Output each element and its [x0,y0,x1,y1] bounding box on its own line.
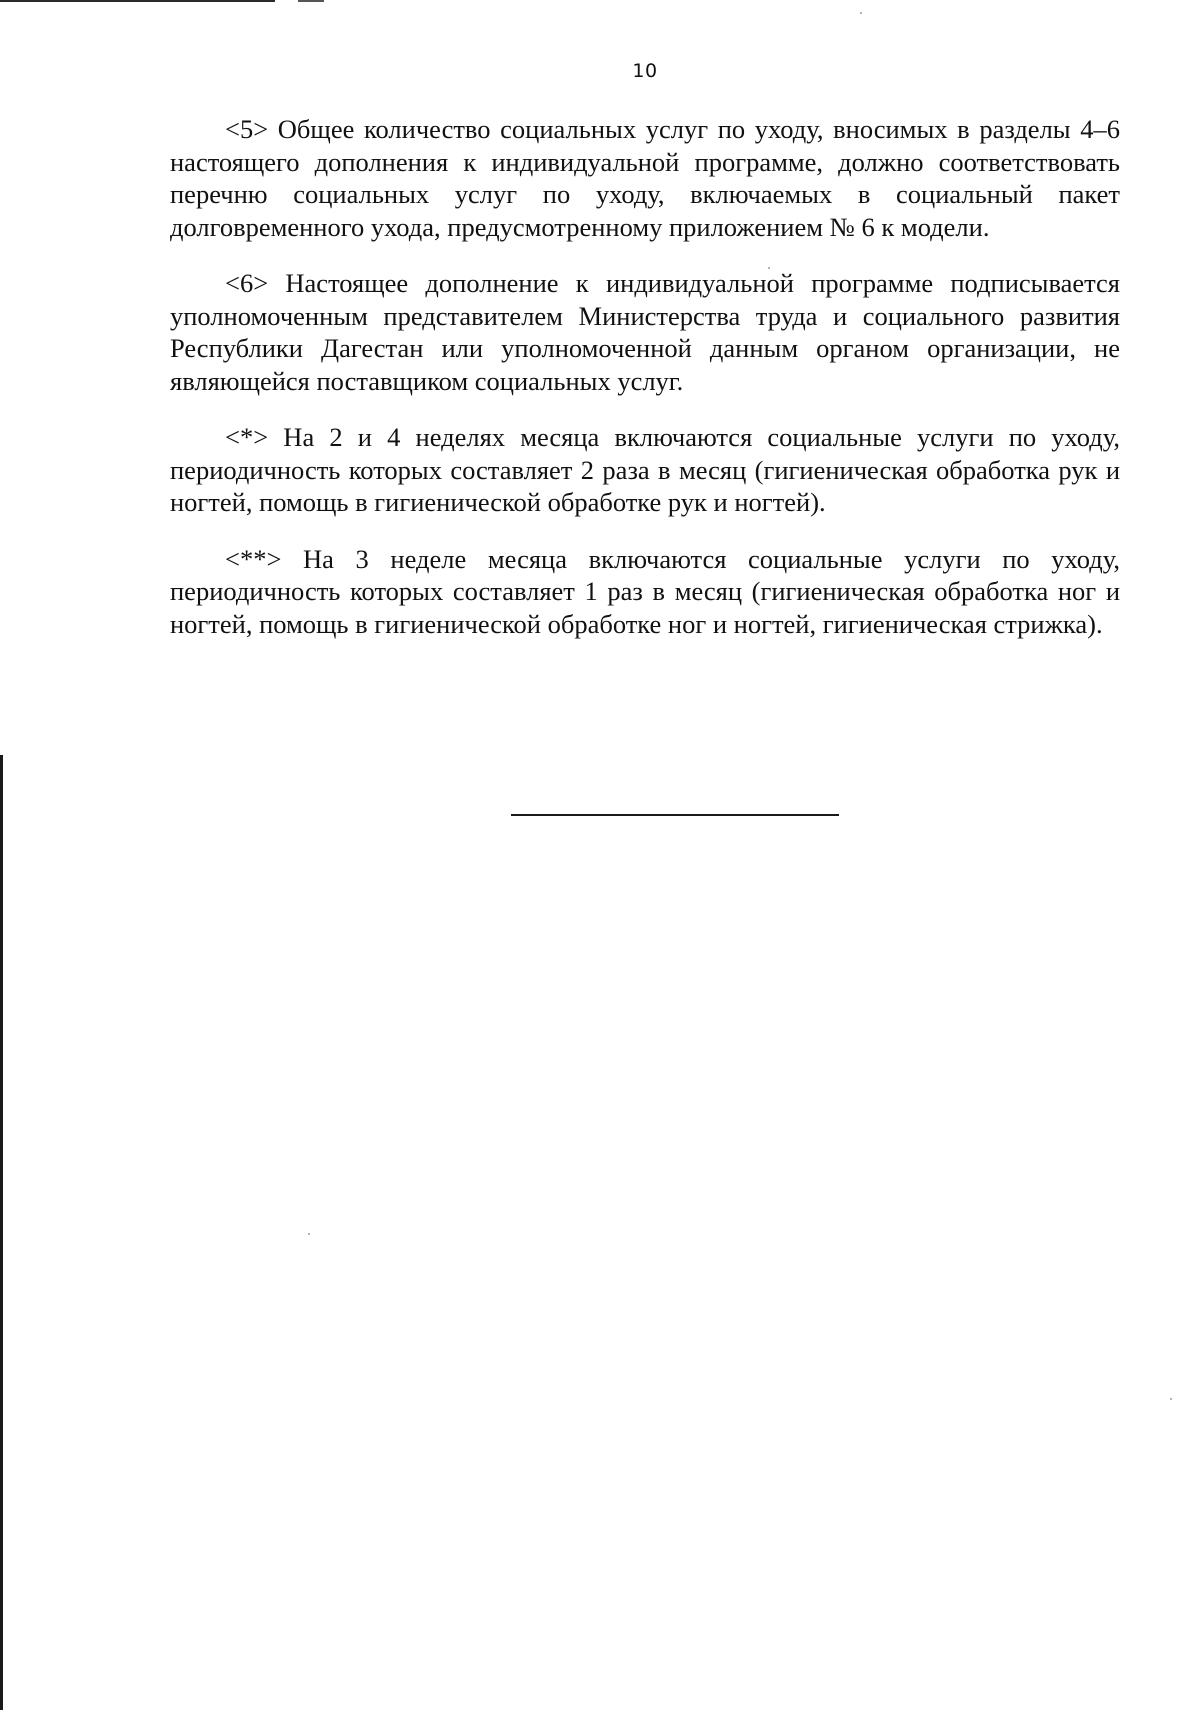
scan-edge-top [0,0,275,2]
scan-edge-top-fragment [298,0,324,2]
page-number: 10 [632,60,658,82]
scan-speck [308,1233,310,1235]
document-body [170,113,1120,664]
footnote-double-star: <**> На 3 неделе месяца включаются социальные услуги по уходу, периодичность которых составляет 1 раз в месяц (гигиеническая обработка ног и ногтей, помощь в гигиенической обработке ног и ногтей, гигиеническая стрижка). [170,543,1120,639]
scan-edge-left [0,755,3,1710]
scan-speck [860,12,862,14]
footnote-6: <6> Настоящее дополнение к индивидуальной программе подписывается уполномоченным представителем Министерства труда и социального развития Республики Дагестан или уполномоченной данным органом организации, не являющейся поставщиком социальных услуг. [170,268,1120,396]
footnote-5: <5> Общее количество социальных услуг по уходу, вносимых в разделы 4–6 настоящего дополнения к индивидуальной программе, должно соответствовать перечню социальных услуг по уходу, включаемых в социальный пакет долговременного ухода, предусмотренному приложением № 6 к модели. [170,114,1120,242]
end-of-document-rule [511,814,839,816]
footnote-star: <*> На 2 и 4 неделях месяца включаются социальные услуги по уходу, периодичность которых составляет 2 раза в месяц (гигиеническая обработка рук и ногтей, помощь в гигиенической обработке рук и ногтей). [170,422,1120,517]
scan-speck [1170,1398,1172,1400]
